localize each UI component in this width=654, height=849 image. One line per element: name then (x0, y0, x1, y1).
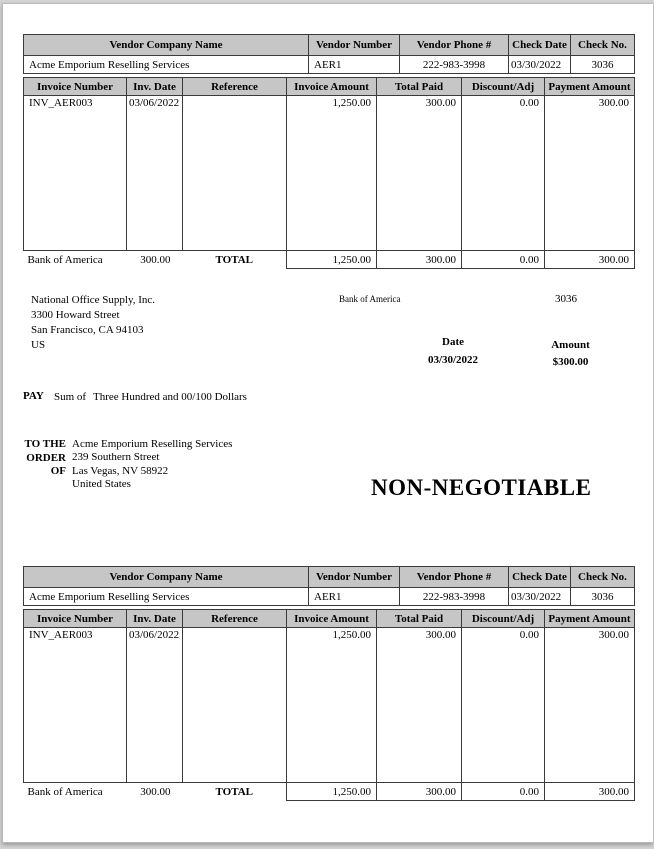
date-value: 03/30/2022 (427, 354, 479, 366)
payment-amount-cell: 300.00 (545, 628, 635, 783)
check-date-header: Check Date (509, 567, 571, 588)
invoice-amount-header: Invoice Amount (287, 78, 377, 96)
vendor-phone-header: Vendor Phone # (400, 567, 509, 588)
vendor-value-row (24, 588, 635, 606)
discount-adj-header: Discount/Adj (462, 78, 545, 96)
vendor-number-value: AER1 (309, 588, 400, 606)
reference-header: Reference (183, 610, 287, 628)
vendor-header-row (24, 567, 635, 588)
to-the-order-of-label (21, 438, 66, 479)
payee-street: 239 Southern Street (72, 451, 160, 464)
payer-address-block (31, 293, 155, 353)
vendor-company-name-value: Acme Emporium Reselling Services (24, 56, 309, 74)
check-date-value: 03/30/2022 (509, 56, 571, 74)
total-row (24, 783, 635, 801)
check-stub-bottom (23, 566, 634, 801)
total-bank-amount: 300.00 (140, 785, 171, 798)
invoice-amount-cell: 1,250.00 (287, 96, 377, 251)
invoice-number-header: Invoice Number (24, 610, 127, 628)
vendor-phone-value: 222-983-3998 (400, 56, 509, 74)
total-paid-cell: 300.00 (377, 628, 462, 783)
order-label-line-1: TO THE (24, 438, 66, 450)
total-discount-adj: 0.00 (462, 783, 545, 801)
check-document-page (2, 3, 653, 843)
total-discount-adj: 0.00 (462, 251, 545, 269)
inv-date-cell: 03/06/2022 (127, 96, 183, 251)
invoice-number-header: Invoice Number (24, 78, 127, 96)
check-no-header: Check No. (571, 567, 635, 588)
invoice-number-cell: INV_AER003 (24, 96, 127, 251)
payer-city: San Francisco, CA 94103 (31, 324, 144, 336)
reference-header: Reference (183, 78, 287, 96)
payee-city: Las Vegas, NV 58922 (72, 464, 169, 477)
total-invoice-amount: 1,250.00 (287, 783, 377, 801)
total-row (24, 251, 635, 269)
total-payment-amount: 300.00 (545, 251, 635, 269)
total-label: TOTAL (215, 253, 253, 266)
payee-address-block (72, 438, 232, 492)
payment-amount-cell: 300.00 (545, 96, 635, 251)
invoice-data-row (24, 628, 635, 783)
inv-date-cell: 03/06/2022 (127, 628, 183, 783)
vendor-phone-header: Vendor Phone # (400, 35, 509, 56)
check-no-value: 3036 (571, 56, 635, 74)
payment-amount-header: Payment Amount (545, 78, 635, 96)
check-number: 3036 (555, 293, 577, 305)
payment-amount-header: Payment Amount (545, 610, 635, 628)
total-bank-amount: 300.00 (140, 253, 171, 266)
date-label: Date (442, 336, 464, 348)
total-paid-header: Total Paid (377, 610, 462, 628)
amount-label: Amount (551, 339, 590, 351)
amount-in-words: Three Hundred and 00/100 Dollars (93, 391, 247, 403)
order-label-line-2: ORDER (26, 451, 66, 464)
total-label: TOTAL (215, 785, 253, 798)
total-bank-name: Bank of America (27, 253, 103, 266)
invoice-detail-table (23, 77, 635, 269)
check-no-value: 3036 (571, 588, 635, 606)
check-date-value: 03/30/2022 (509, 588, 571, 606)
check-stub-top (23, 34, 634, 269)
reference-cell (183, 96, 287, 251)
vendor-number-value: AER1 (309, 56, 400, 74)
reference-cell (183, 628, 287, 783)
inv-date-header: Inv. Date (127, 610, 183, 628)
payee-country: United States (72, 478, 131, 491)
non-negotiable-watermark: NON-NEGOTIABLE (371, 475, 592, 500)
invoice-amount-header: Invoice Amount (287, 610, 377, 628)
invoice-number-cell: INV_AER003 (24, 628, 127, 783)
vendor-header-table (23, 34, 635, 74)
total-payment-amount: 300.00 (545, 783, 635, 801)
vendor-number-header: Vendor Number (309, 567, 400, 588)
discount-adj-header: Discount/Adj (462, 610, 545, 628)
amount-value: $300.00 (552, 356, 589, 368)
pay-label: PAY (23, 390, 44, 402)
invoice-header-row (24, 610, 635, 628)
invoice-data-row (24, 96, 635, 251)
order-label-line-3: OF (50, 465, 66, 477)
payer-country: US (31, 339, 46, 351)
total-total-paid: 300.00 (377, 783, 462, 801)
vendor-company-name-header: Vendor Company Name (24, 567, 309, 588)
vendor-company-name-value: Acme Emporium Reselling Services (24, 588, 309, 606)
invoice-header-row (24, 78, 635, 96)
payee-name: Acme Emporium Reselling Services (72, 438, 233, 450)
check-date-header: Check Date (509, 35, 571, 56)
vendor-phone-value: 222-983-3998 (400, 588, 509, 606)
payer-name: National Office Supply, Inc. (31, 294, 156, 306)
vendor-header-row (24, 35, 635, 56)
total-paid-header: Total Paid (377, 78, 462, 96)
total-paid-cell: 300.00 (377, 96, 462, 251)
vendor-value-row (24, 56, 635, 74)
bank-name: Bank of America (339, 294, 401, 304)
inv-date-header: Inv. Date (127, 78, 183, 96)
sum-of-label: Sum of (54, 391, 87, 403)
discount-adj-cell: 0.00 (462, 96, 545, 251)
total-invoice-amount: 1,250.00 (287, 251, 377, 269)
vendor-number-header: Vendor Number (309, 35, 400, 56)
invoice-amount-cell: 1,250.00 (287, 628, 377, 783)
discount-adj-cell: 0.00 (462, 628, 545, 783)
invoice-detail-table (23, 609, 635, 801)
total-bank-name: Bank of America (27, 785, 103, 798)
payer-street: 3300 Howard Street (31, 309, 120, 321)
vendor-company-name-header: Vendor Company Name (24, 35, 309, 56)
vendor-header-table (23, 566, 635, 606)
check-no-header: Check No. (571, 35, 635, 56)
total-total-paid: 300.00 (377, 251, 462, 269)
